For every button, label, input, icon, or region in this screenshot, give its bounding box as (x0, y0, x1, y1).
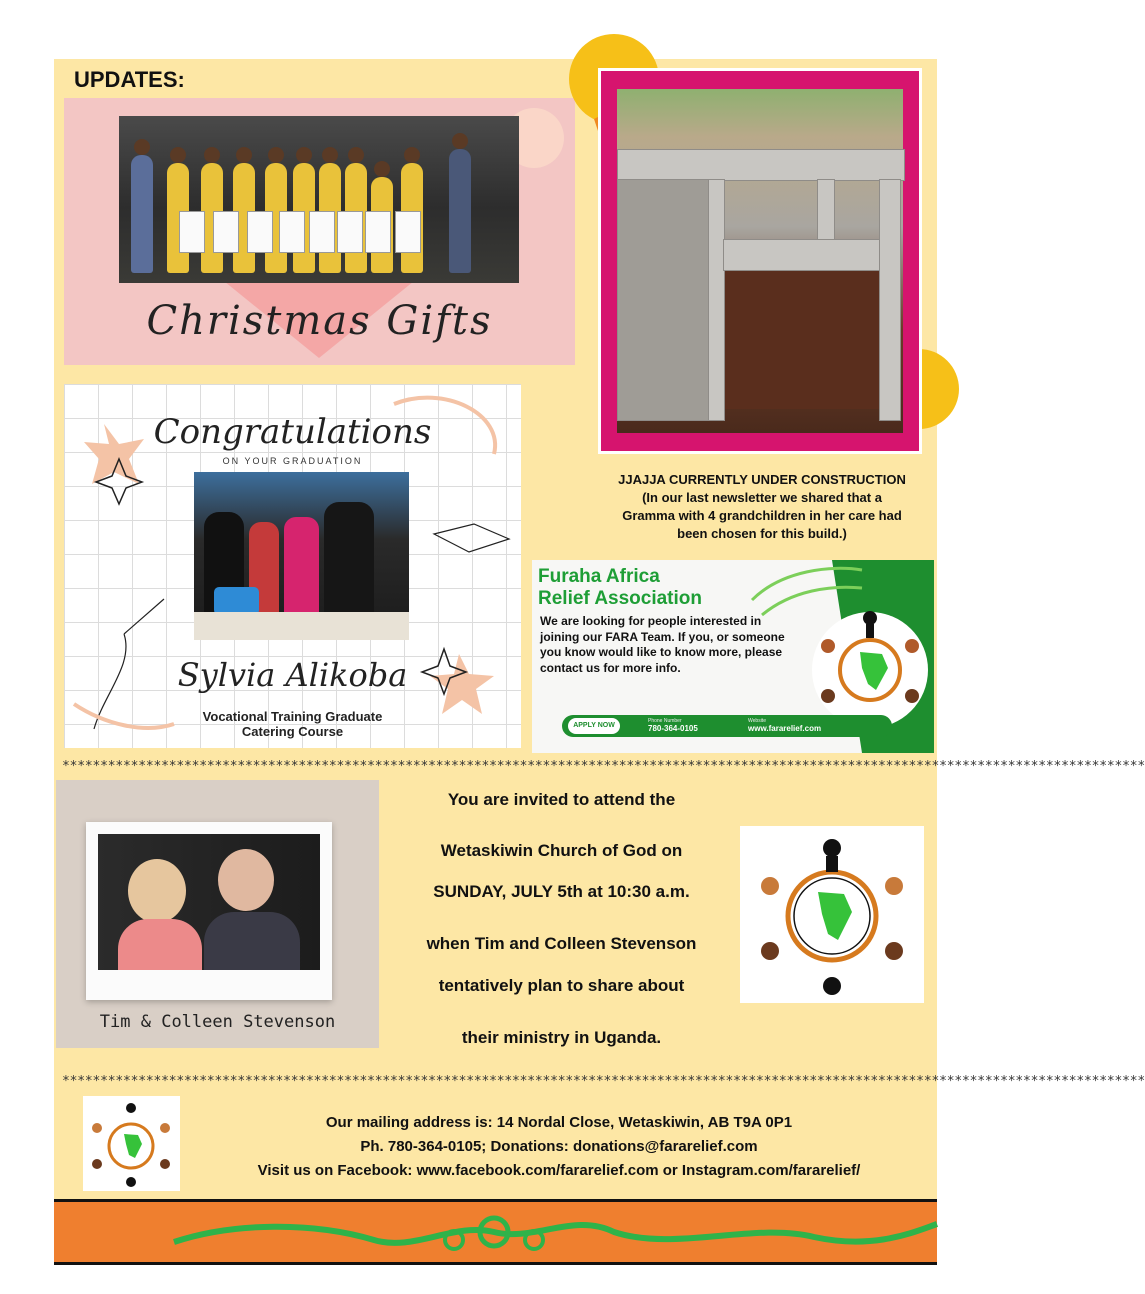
graduation-subtitle: ON YOUR GRADUATION (222, 456, 363, 466)
fara-logo-large (740, 826, 924, 1003)
construction-caption-line3: Gramma with 4 grandchildren in her care had (622, 508, 902, 523)
invite-line1: You are invited to attend the (447, 790, 676, 809)
construction-caption-line4: been chosen for this build.) (677, 526, 847, 541)
fara-logo-small (83, 1096, 180, 1191)
social-links[interactable]: Visit us on Facebook: www.facebook.com/fararelief.com or Instagram.com/fararelief/ (257, 1162, 861, 1179)
phone-label: Phone Number (648, 718, 682, 724)
fara-logo-icon (740, 826, 924, 1003)
decorative-footer-band (54, 1199, 937, 1265)
polaroid-frame (86, 822, 332, 1000)
christmas-group-photo (119, 116, 519, 283)
mailing-address: Our mailing address is: 14 Nordal Close, Wetaskiwin, AB T9A 0P1 (325, 1114, 793, 1131)
phone-number: 780-364-0105 (648, 724, 698, 733)
invite-line5: tentatively plan to share about (438, 976, 685, 995)
congratulations-title: Congratulations (153, 412, 432, 452)
tim-colleen-panel (56, 780, 379, 1048)
fara-name-line2: Relief Association (538, 588, 703, 609)
construction-caption-line1: JJAJJA CURRENTLY UNDER CONSTRUCTION (618, 472, 906, 487)
invite-line6: their ministry in Uganda. (461, 1028, 662, 1047)
christmas-gifts-panel (64, 98, 575, 365)
fara-recruitment-ad (532, 560, 934, 753)
separator-top: ********************************************************************************************************************************************** (62, 759, 1145, 774)
invite-line4: when Tim and Colleen Stevenson (426, 934, 697, 953)
construction-caption-line2: (In our last newsletter we shared that a (642, 490, 882, 505)
construction-photo-frame (598, 68, 922, 454)
graduation-photo (194, 472, 409, 640)
tim-colleen-caption: Tim & Colleen Stevenson (99, 1012, 336, 1032)
website-link[interactable]: www.fararelief.com (748, 724, 822, 733)
website-label: Website (748, 718, 766, 724)
green-swirl-decoration (54, 1202, 937, 1256)
invite-line2: Wetaskiwin Church of God on (440, 841, 683, 860)
graduation-line1: Vocational Training Graduate (202, 709, 383, 724)
christmas-gifts-title: Christmas Gifts (146, 298, 493, 344)
graduation-line2: Catering Course (241, 724, 344, 739)
construction-caption (592, 471, 932, 543)
updates-heading: UPDATES: (74, 67, 185, 92)
graduate-name: Sylvia Alikoba (177, 656, 408, 694)
tim-colleen-photo (98, 834, 320, 970)
invite-line3: SUNDAY, JULY 5th at 10:30 a.m. (433, 882, 690, 901)
construction-photo (617, 89, 903, 433)
fara-contact-bar (562, 715, 892, 737)
fara-logo-small-icon (83, 1096, 180, 1191)
apply-now-button[interactable]: APPLY NOW (568, 718, 620, 734)
graduation-card (64, 384, 521, 748)
fara-recruitment-text: We are looking for people interested in joining our FARA Team. If you, or someone you know would like to know more, please contact us for more info. (540, 614, 785, 675)
separator-bottom: ********************************************************************************************************************************************** (62, 1074, 1145, 1089)
phone-donations: Ph. 780-364-0105; Donations: donations@fararelief.com (360, 1138, 758, 1155)
newsletter-page (54, 59, 1145, 1264)
fara-name-line1: Furaha Africa (538, 566, 660, 587)
